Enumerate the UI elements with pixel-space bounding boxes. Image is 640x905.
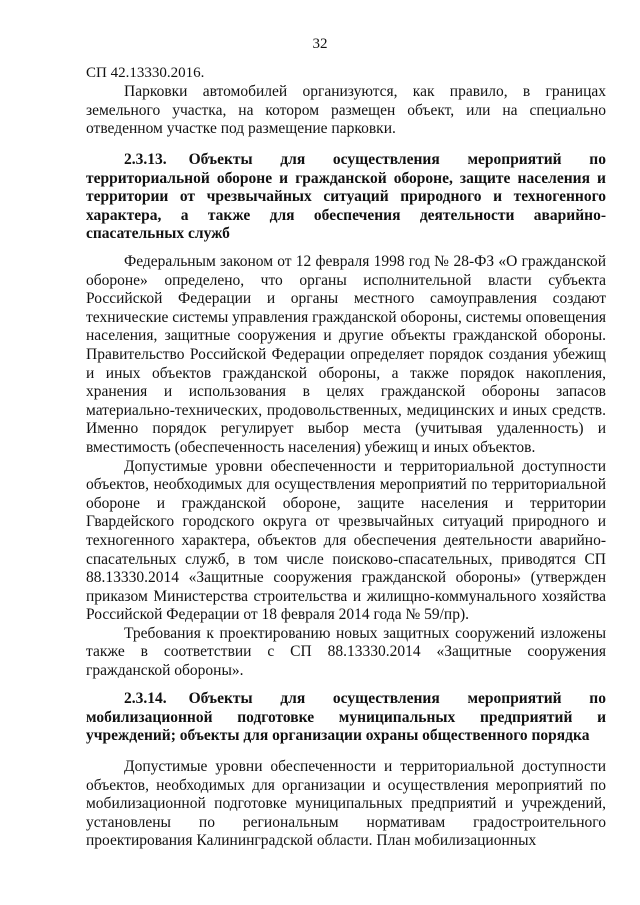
section-title: Объекты для осуществления мероприятий по мобилизационной подготовке муниципальных предприятий и учреждений; объекты для организации охраны общественного порядка bbox=[86, 690, 606, 745]
paragraph: Требования к проектированию новых защитных сооружений изложены также в соответствии с СП 88.13330.2014 «Защитные сооружения гражданской обороны». bbox=[86, 624, 606, 680]
section-number: 2.3.13. bbox=[124, 151, 167, 168]
section-body-2-3-14 bbox=[86, 758, 606, 851]
section-heading-2-3-14 bbox=[86, 690, 606, 746]
paragraph: Парковки автомобилей организуются, как правило, в границах земельного участка, на котором размещен объект, или на специально отведенном участке под размещение парковки. bbox=[86, 83, 606, 138]
paragraph: Допустимые уровни обеспеченности и территориальной доступности объектов, необходимых для организации и осуществления мероприятий по мобилизационной подготовке муниципальных предприятий и учреждений, установлены по региональным нормативам градостроительного проектирования Калининградской области. План мобилизационных bbox=[86, 758, 606, 850]
section-number: 2.3.14. bbox=[124, 690, 167, 707]
section-heading-2-3-13 bbox=[86, 151, 606, 244]
section-body-2-3-13 bbox=[86, 253, 606, 681]
paragraph: Допустимые уровни обеспеченности и территориальной доступности объектов, необходимых для осуществления мероприятий по территориальной обороне и гражданской обороне, защите населения и территории Гвардейского городского округа от чрезвычайных ситуаций природного и техногенного характера, объектов для обеспечения деятельности аварийно-спасательных служб, в том числе поисково-спасательных, приводятся СП 88.13330.2014 «Защитные сооружения гражданской обороны» (утвержден приказом Министерства строительства и жилищно-коммунального хозяйства Российской Федерации от 18 февраля 2014 года № 59/пр). bbox=[86, 457, 606, 624]
doc-code: СП 42.13330.2016. bbox=[86, 65, 205, 81]
paragraph: Федеральным законом от 12 февраля 1998 год № 28-ФЗ «О гражданской обороне» определено, что органы исполнительной власти субъекта Российской Федерации и органы местного самоуправления создают технические системы управления гражданской обороны, системы оповещения населения, защитные сооружения и другие объекты гражданской обороны. Правительство Российской Федерации определяет порядок создания убежищ и иных объектов гражданской обороны, а также порядок накопления, хранения и использования в целях гражданской обороны запасов материально-технических, продовольственных, медицинских и иных средств. Именно порядок регулирует выбор места (учитывая удаленность) и вместимость (обеспеченность населения) убежищ и иных объектов. bbox=[86, 253, 606, 456]
intro-paragraph bbox=[86, 83, 606, 139]
section-title: Объекты для осуществления мероприятий по территориальной обороне и гражданской обороне, защите населения и территории от чрезвычайных ситуаций природного и техногенного характера, а также для обеспечения деятельности аварийно-спасательных служб bbox=[86, 151, 606, 243]
page-number: 32 bbox=[312, 36, 328, 52]
